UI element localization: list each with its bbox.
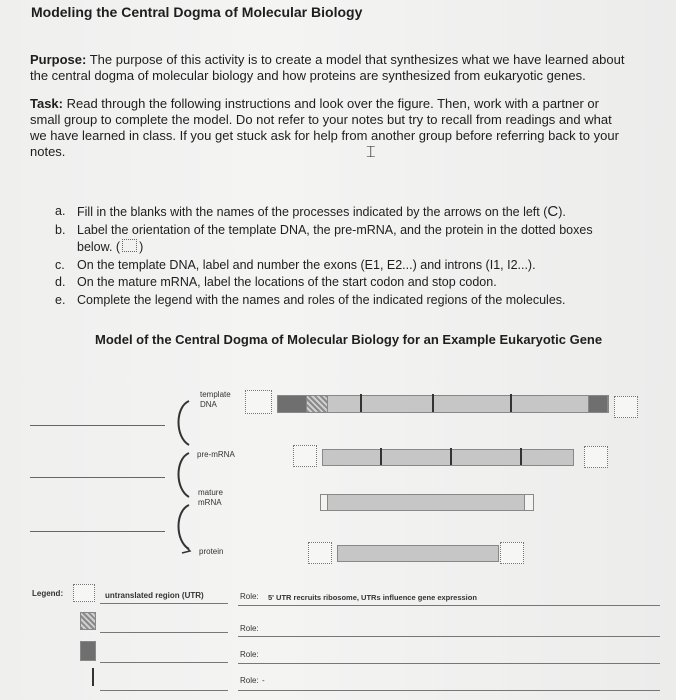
instruction-item [55,257,675,275]
instruction-text: Complete the legend with the names and roles of the indicated regions of the molecules. [77,292,566,307]
dna-boundary [360,394,362,412]
task-line-2: small group to complete the model. Do not refer to your notes but try to recall from readings and what [30,112,612,127]
dna-segment-hatched [306,395,328,413]
instruction-item [55,203,675,222]
protein-bar [337,545,499,562]
instruction-text: On the template DNA, label and number the exons (E1, E2...) and introns (I1, I2...). [77,257,536,272]
task-label: Task: [30,96,63,111]
page-title: Modeling the Central Dogma of Molecular Biology [31,4,363,20]
instruction-item [55,274,675,292]
legend-utr-role: 5' UTR recruits ribosome, UTRs influence gene expression [268,593,477,602]
purpose-line-2: the central dogma of molecular biology and how proteins are synthesized from eukaryotic genes. [30,68,586,83]
process-blank-1[interactable] [30,425,165,426]
arrow-transcription-icon [179,401,190,445]
premrna-orientation-box-end[interactable] [584,446,608,468]
legend-utr-name: untranslated region (UTR) [105,591,204,600]
mrna-utr-5 [320,494,328,511]
arrow-processing-icon [179,453,190,497]
purpose-paragraph [30,52,670,84]
mrna-utr-3 [524,494,534,511]
text-cursor-icon: ⌶ [366,144,376,161]
dna-boundary [510,394,512,412]
protein-label: protein [199,547,224,556]
legend-name-blank[interactable] [100,662,228,663]
process-arrows [165,395,195,560]
instruction-tail: ) [139,240,144,254]
process-blank-2[interactable] [30,477,165,478]
instruction-letter: d. [55,275,66,289]
model-title: Model of the Central Dogma of Molecular Biology for an Example Eukaryotic Gene [95,332,603,347]
dna-orientation-box[interactable] [245,390,272,414]
premrna-boundary [450,448,452,465]
task-line-3: we have learned in class. If you get stuck ask for help from another group before referring back to your [30,128,619,143]
dna-segment-dark [277,395,307,413]
legend-swatch-hatched [80,612,96,630]
premrna-orientation-box[interactable] [293,445,317,467]
mature-mrna-label: mature mRNA [198,488,223,507]
task-paragraph [30,96,670,160]
legend-role-blank[interactable] [238,690,660,691]
template-dna-label: template DNA [200,390,231,409]
instruction-text-2: below. ( [77,240,121,254]
legend-role-blank[interactable] [238,663,660,664]
purpose-line-1: The purpose of this activity is to create a model that synthesizes what we have learned about [86,52,625,67]
instruction-tail: ). [558,205,566,219]
legend-role-label: Role: [240,650,259,659]
legend-name-blank[interactable] [100,690,228,691]
arrow-translation-icon [179,505,190,549]
instruction-letter: c. [55,257,65,272]
instruction-list [55,203,675,309]
dotted-box-icon [122,239,137,252]
dna-boundary [432,394,434,412]
mature-mrna-bar [320,494,534,511]
legend-name-blank[interactable] [100,632,228,633]
instruction-text: On the mature mRNA, label the locations of the start codon and stop codon. [77,275,497,289]
task-line-1: Read through the following instructions and look over the figure. Then, work with a partner or [63,96,599,111]
instruction-letter: a. [55,204,66,218]
premrna-boundary [380,448,382,465]
pre-mrna-label: pre-mRNA [197,450,235,459]
protein-orientation-box[interactable] [308,542,332,564]
legend-label: Legend: [32,589,64,598]
instruction-text: Fill in the blanks with the names of the processes indicated by the arrows on the left ( [77,205,548,219]
legend-role-label: Role: [240,676,259,685]
arrow-bracket-icon: C [547,203,559,220]
dna-segment-dark [588,395,608,413]
instruction-letter: e. [55,292,66,307]
protein-orientation-box-end[interactable] [500,542,524,564]
legend-role-label: Role: [240,592,259,601]
instruction-letter: b. [55,222,66,237]
pre-mrna-bar [322,449,574,466]
legend-swatch-utr [73,584,95,602]
process-blank-3[interactable] [30,531,165,532]
legend-role-line [238,605,660,606]
premrna-boundary [520,448,522,465]
legend-swatch-dark [80,641,96,661]
purpose-label: Purpose: [30,52,87,67]
instruction-text: Label the orientation of the template DNA, the pre-mRNA, and the protein in the dotted boxes [77,222,593,237]
legend-role-label: Role: [240,624,259,633]
instruction-item [55,292,675,310]
instruction-item [55,222,675,257]
task-line-4: notes. [30,144,66,159]
legend-swatch-line [92,668,94,686]
legend-name-line [100,603,228,604]
legend-role-dash: - [262,676,265,685]
dna-orientation-box-end[interactable] [614,396,638,418]
legend-role-blank[interactable] [238,636,660,637]
